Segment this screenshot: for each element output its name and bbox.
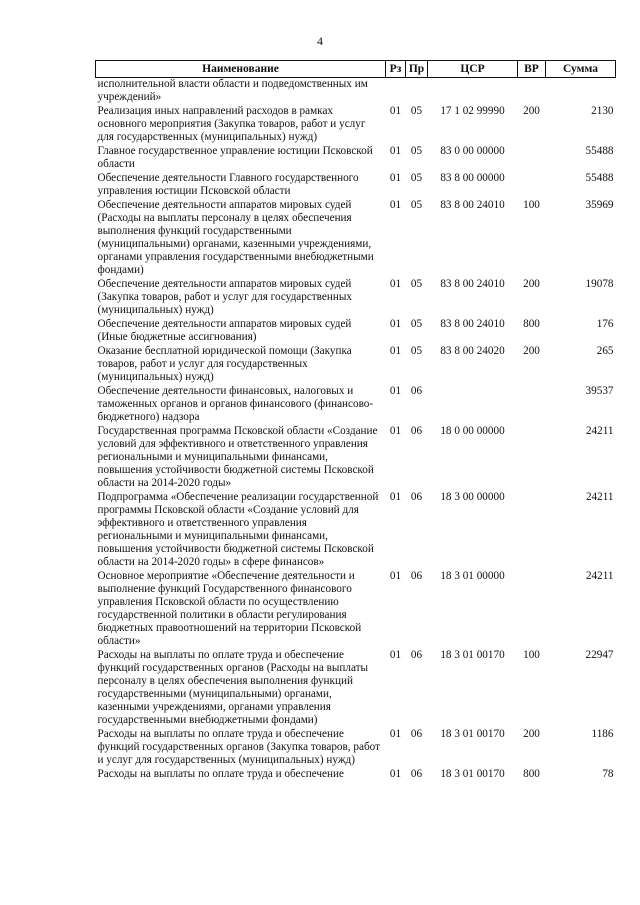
cell-vr: 800 bbox=[523, 318, 540, 330]
cell-name: Обеспечение деятельности Главного государственного управления юстиции Псковской области bbox=[97, 172, 359, 197]
cell-csr: 83 8 00 24010 bbox=[440, 199, 505, 211]
cell-sum: 39537 bbox=[585, 385, 614, 397]
table-row bbox=[96, 198, 616, 277]
cell-sum: 19078 bbox=[585, 278, 614, 290]
cell-rz: 01 bbox=[389, 105, 402, 117]
cell-pr: 05 bbox=[410, 278, 423, 290]
table-row bbox=[96, 344, 616, 384]
cell-name: Расходы на выплаты по оплате труда и обеспечение функций государственных органов (Расходы на выплаты персоналу в целях обеспечения выполнения функций государственными (муниципальными) органами, казенными учреждениями, органами управления государственными внебюджетными фондами) bbox=[97, 649, 369, 726]
cell-name: Основное мероприятие «Обеспечение деятельности и выполнение функций Государственного финансового управления Псковской области по осуществлению государственной политики в области регулирования бюджетных правоотношений на территории Псковской области» bbox=[97, 570, 362, 647]
cell-rz: 01 bbox=[389, 385, 402, 397]
cell-csr: 17 1 02 99990 bbox=[440, 105, 505, 117]
cell-vr: 800 bbox=[523, 768, 540, 780]
table-row bbox=[96, 490, 616, 569]
header-name: Наименование bbox=[96, 61, 386, 78]
cell-pr: 06 bbox=[410, 728, 423, 740]
cell-pr: 06 bbox=[410, 570, 423, 582]
cell-csr: 18 3 01 00000 bbox=[440, 570, 505, 582]
cell-csr: 18 3 00 00000 bbox=[440, 491, 505, 503]
cell-rz: 01 bbox=[389, 570, 402, 582]
cell-csr: 83 0 00 00000 bbox=[440, 145, 505, 157]
cell-pr: 06 bbox=[410, 768, 423, 780]
cell-sum: 24211 bbox=[585, 570, 614, 582]
cell-csr: 83 8 00 24010 bbox=[440, 278, 505, 290]
cell-vr bbox=[518, 569, 546, 648]
cell-name: Государственная программа Псковской области «Создание условий для эффективного и ответственного управления региональными и муниципальными финансами, повышения устойчивости бюджетной системы Псковской области на 2014-2020 годы» bbox=[97, 425, 378, 489]
cell-rz: 01 bbox=[389, 145, 402, 157]
cell-pr: 05 bbox=[410, 199, 423, 211]
cell-rz: 01 bbox=[389, 649, 402, 661]
budget-table bbox=[95, 60, 616, 781]
cell-csr: 83 8 00 24020 bbox=[440, 345, 505, 357]
cell-vr: 200 bbox=[523, 105, 540, 117]
cell-name: Оказание бесплатной юридической помощи (Закупка товаров, работ и услуг для государственных (муниципальных) нужд) bbox=[97, 345, 352, 383]
cell-vr bbox=[518, 78, 546, 105]
cell-pr: 05 bbox=[410, 145, 423, 157]
cell-vr bbox=[518, 144, 546, 171]
cell-sum: 265 bbox=[596, 345, 614, 357]
cell-name: Подпрограмма «Обеспечение реализации государственной программы Псковской области «Создание условий для эффективного и ответственного управления региональными и муниципальными финансами, повышения устойчивости бюджетной системы Псковской области на 2014-2020 годы» в сфере финансов» bbox=[97, 491, 379, 568]
cell-sum: 2130 bbox=[591, 105, 614, 117]
cell-rz: 01 bbox=[389, 278, 402, 290]
table-row bbox=[96, 384, 616, 424]
cell-pr: 05 bbox=[410, 105, 423, 117]
cell-rz: 01 bbox=[389, 728, 402, 740]
header-csr: ЦСР bbox=[428, 61, 518, 78]
cell-rz: 01 bbox=[389, 425, 402, 437]
table-row bbox=[96, 727, 616, 767]
cell-pr: 05 bbox=[410, 172, 423, 184]
cell-vr: 200 bbox=[523, 278, 540, 290]
cell-sum: 24211 bbox=[585, 425, 614, 437]
cell-name: Расходы на выплаты по оплате труда и обеспечение функций государственных органов (Закупка товаров, работ и услуг для государственных (муниципальных) нужд) bbox=[97, 728, 380, 766]
cell-pr: 05 bbox=[410, 345, 423, 357]
cell-vr: 200 bbox=[523, 728, 540, 740]
cell-csr: 18 3 01 00170 bbox=[440, 649, 505, 661]
cell-sum: 55488 bbox=[585, 145, 614, 157]
cell-rz bbox=[386, 78, 406, 105]
cell-csr: 18 3 01 00170 bbox=[440, 768, 505, 780]
table-row bbox=[96, 424, 616, 490]
table-row bbox=[96, 104, 616, 144]
cell-name: Главное государственное управление юстиции Псковской области bbox=[97, 145, 373, 170]
cell-name: Обеспечение деятельности аппаратов мировых судей (Закупка товаров, работ и услуг для государственных (муниципальных) нужд) bbox=[97, 278, 352, 316]
table-header-row bbox=[96, 61, 616, 78]
cell-rz: 01 bbox=[389, 318, 402, 330]
cell-vr: 100 bbox=[523, 199, 540, 211]
cell-pr: 06 bbox=[410, 491, 423, 503]
cell-sum bbox=[546, 78, 616, 105]
cell-vr bbox=[518, 384, 546, 424]
table-row bbox=[96, 317, 616, 344]
cell-sum: 1186 bbox=[591, 728, 614, 740]
table-row bbox=[96, 144, 616, 171]
cell-name: исполнительной власти области и подведомственных им учреждений» bbox=[97, 78, 368, 103]
cell-name: Обеспечение деятельности аппаратов мировых судей (Иные бюджетные ассигнования) bbox=[97, 318, 352, 343]
cell-sum: 35969 bbox=[585, 199, 614, 211]
table-row bbox=[96, 277, 616, 317]
cell-rz: 01 bbox=[389, 172, 402, 184]
header-vr: ВР bbox=[518, 61, 546, 78]
cell-rz: 01 bbox=[389, 768, 402, 780]
cell-name: Реализация иных направлений расходов в рамках основного мероприятия (Закупка товаров, работ и услуг для государственных (муниципальных) нужд) bbox=[97, 105, 366, 143]
header-rz: Рз bbox=[386, 61, 406, 78]
cell-sum: 78 bbox=[602, 768, 614, 780]
table-row bbox=[96, 648, 616, 727]
cell-sum: 22947 bbox=[585, 649, 614, 661]
cell-rz: 01 bbox=[389, 491, 402, 503]
page-number: 4 bbox=[317, 34, 323, 48]
cell-rz: 01 bbox=[389, 345, 402, 357]
cell-csr: 18 0 00 00000 bbox=[440, 425, 505, 437]
cell-sum: 55488 bbox=[585, 172, 614, 184]
cell-pr: 06 bbox=[410, 649, 423, 661]
cell-csr bbox=[428, 78, 518, 105]
cell-rz: 01 bbox=[389, 199, 402, 211]
cell-sum: 176 bbox=[596, 318, 614, 330]
cell-name: Расходы на выплаты по оплате труда и обеспечение bbox=[97, 768, 344, 780]
cell-pr: 06 bbox=[410, 425, 423, 437]
cell-csr: 83 8 00 00000 bbox=[440, 172, 505, 184]
cell-vr: 100 bbox=[523, 649, 540, 661]
cell-csr: 18 3 01 00170 bbox=[440, 728, 505, 740]
cell-vr bbox=[518, 171, 546, 198]
table-row bbox=[96, 569, 616, 648]
cell-pr: 06 bbox=[410, 385, 423, 397]
cell-csr: 83 8 00 24010 bbox=[440, 318, 505, 330]
cell-vr: 200 bbox=[523, 345, 540, 357]
table-row bbox=[96, 171, 616, 198]
cell-pr: 05 bbox=[410, 318, 423, 330]
header-sum: Сумма bbox=[546, 61, 616, 78]
cell-name: Обеспечение деятельности финансовых, налоговых и таможенных органов и органов финансового (финансово-бюджетного) надзора bbox=[97, 385, 374, 423]
cell-name: Обеспечение деятельности аппаратов мировых судей (Расходы на выплаты персоналу в целях обеспечения выполнения функций государственными (муниципальными) органами, казенными учреждениями, органами управления государственными внебюджетными фондами) bbox=[97, 199, 374, 276]
table-row bbox=[96, 78, 616, 105]
cell-csr bbox=[428, 384, 518, 424]
cell-vr bbox=[518, 424, 546, 490]
cell-pr bbox=[406, 78, 428, 105]
cell-sum: 24211 bbox=[585, 491, 614, 503]
cell-vr bbox=[518, 490, 546, 569]
table-row bbox=[96, 767, 616, 781]
header-pr: Пр bbox=[406, 61, 428, 78]
